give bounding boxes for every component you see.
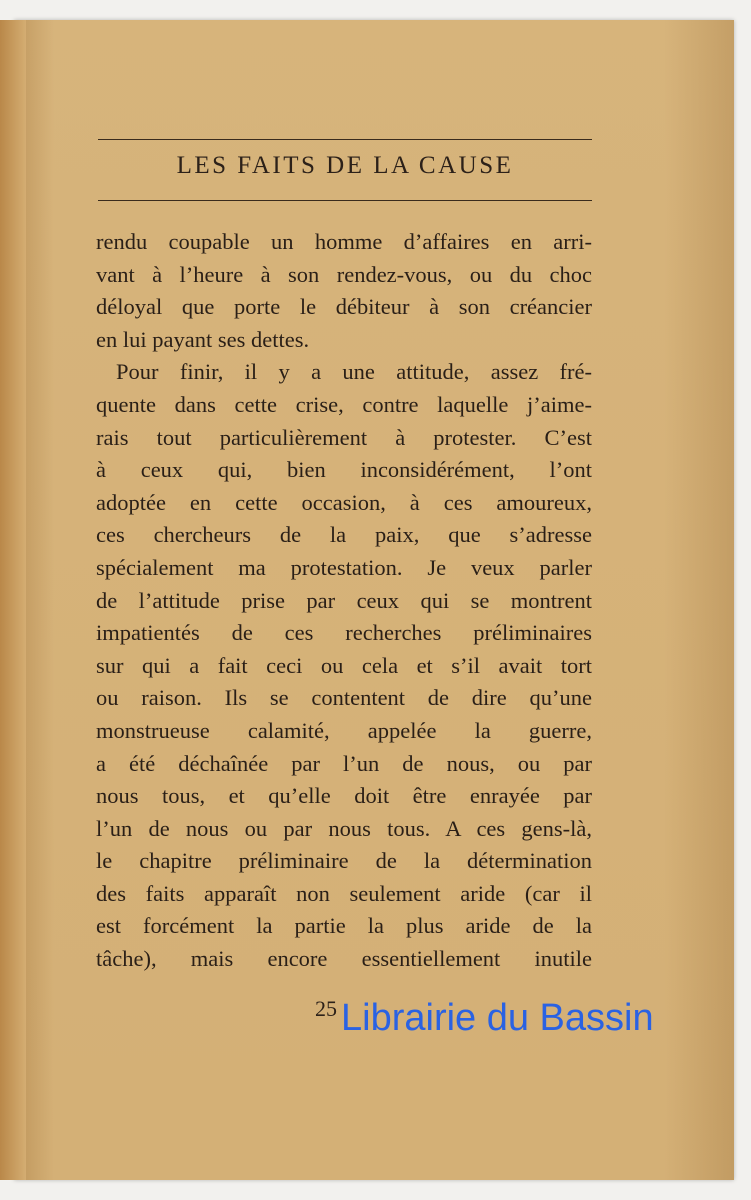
text-line: l’un de nous ou par nous tous. A ces gens-là,: [96, 815, 592, 841]
text-line: de l’attitude prise par ceux qui se montrent: [96, 587, 592, 613]
text-line: spécialement ma protestation. Je veux parler: [96, 554, 592, 580]
header-rule-bottom: [98, 200, 592, 201]
text-line: nous tous, et qu’elle doit être enrayée par: [96, 783, 592, 809]
page-number: 25: [315, 996, 337, 1021]
text-line: déloyal que porte le débiteur à son créancier: [96, 294, 592, 320]
text-line: rais tout particulièrement à protester. C’est: [96, 424, 592, 450]
text-line: à ceux qui, bien inconsidérément, l’ont: [96, 457, 592, 483]
text-line: est forcément la partie la plus aride de la: [96, 913, 592, 939]
text-line: vant à l’heure à son rendez-vous, ou du choc: [96, 261, 592, 287]
text-line: rendu coupable un homme d’affaires en arri-: [96, 229, 592, 254]
text-line: impatientés de ces recherches préliminaires: [96, 620, 592, 646]
text-line: Pour finir, il y a une attitude, assez fré-: [116, 359, 592, 385]
text-line: monstrueuse calamité, appelée la guerre,: [96, 717, 592, 743]
text-line: quente dans cette crise, contre laquelle j’aime-: [96, 391, 592, 417]
page-gutter: [0, 20, 26, 1180]
body-text: [96, 226, 592, 976]
text-line: a été déchaînée par l’un de nous, ou par: [96, 750, 592, 776]
text-line: sur qui a fait ceci ou cela et s’il avait tort: [96, 652, 592, 678]
text-line: le chapitre préliminaire de la détermination: [96, 848, 592, 874]
text-line: tâche), mais encore essentiellement inutile: [96, 946, 592, 972]
text-line: ces chercheurs de la paix, que s’adresse: [96, 522, 592, 548]
header-rule-top: [98, 139, 592, 140]
text-line: en lui payant ses dettes.: [96, 326, 310, 352]
watermark: Librairie du Bassin: [341, 997, 654, 1039]
text-line: des faits apparaît non seulement aride (car il: [96, 880, 592, 906]
running-head: LES FAITS DE LA CAUSE: [176, 152, 514, 179]
text-line: ou raison. Ils se contentent de dire qu’une: [96, 685, 592, 711]
text-line: adoptée en cette occasion, à ces amoureux,: [96, 489, 592, 515]
